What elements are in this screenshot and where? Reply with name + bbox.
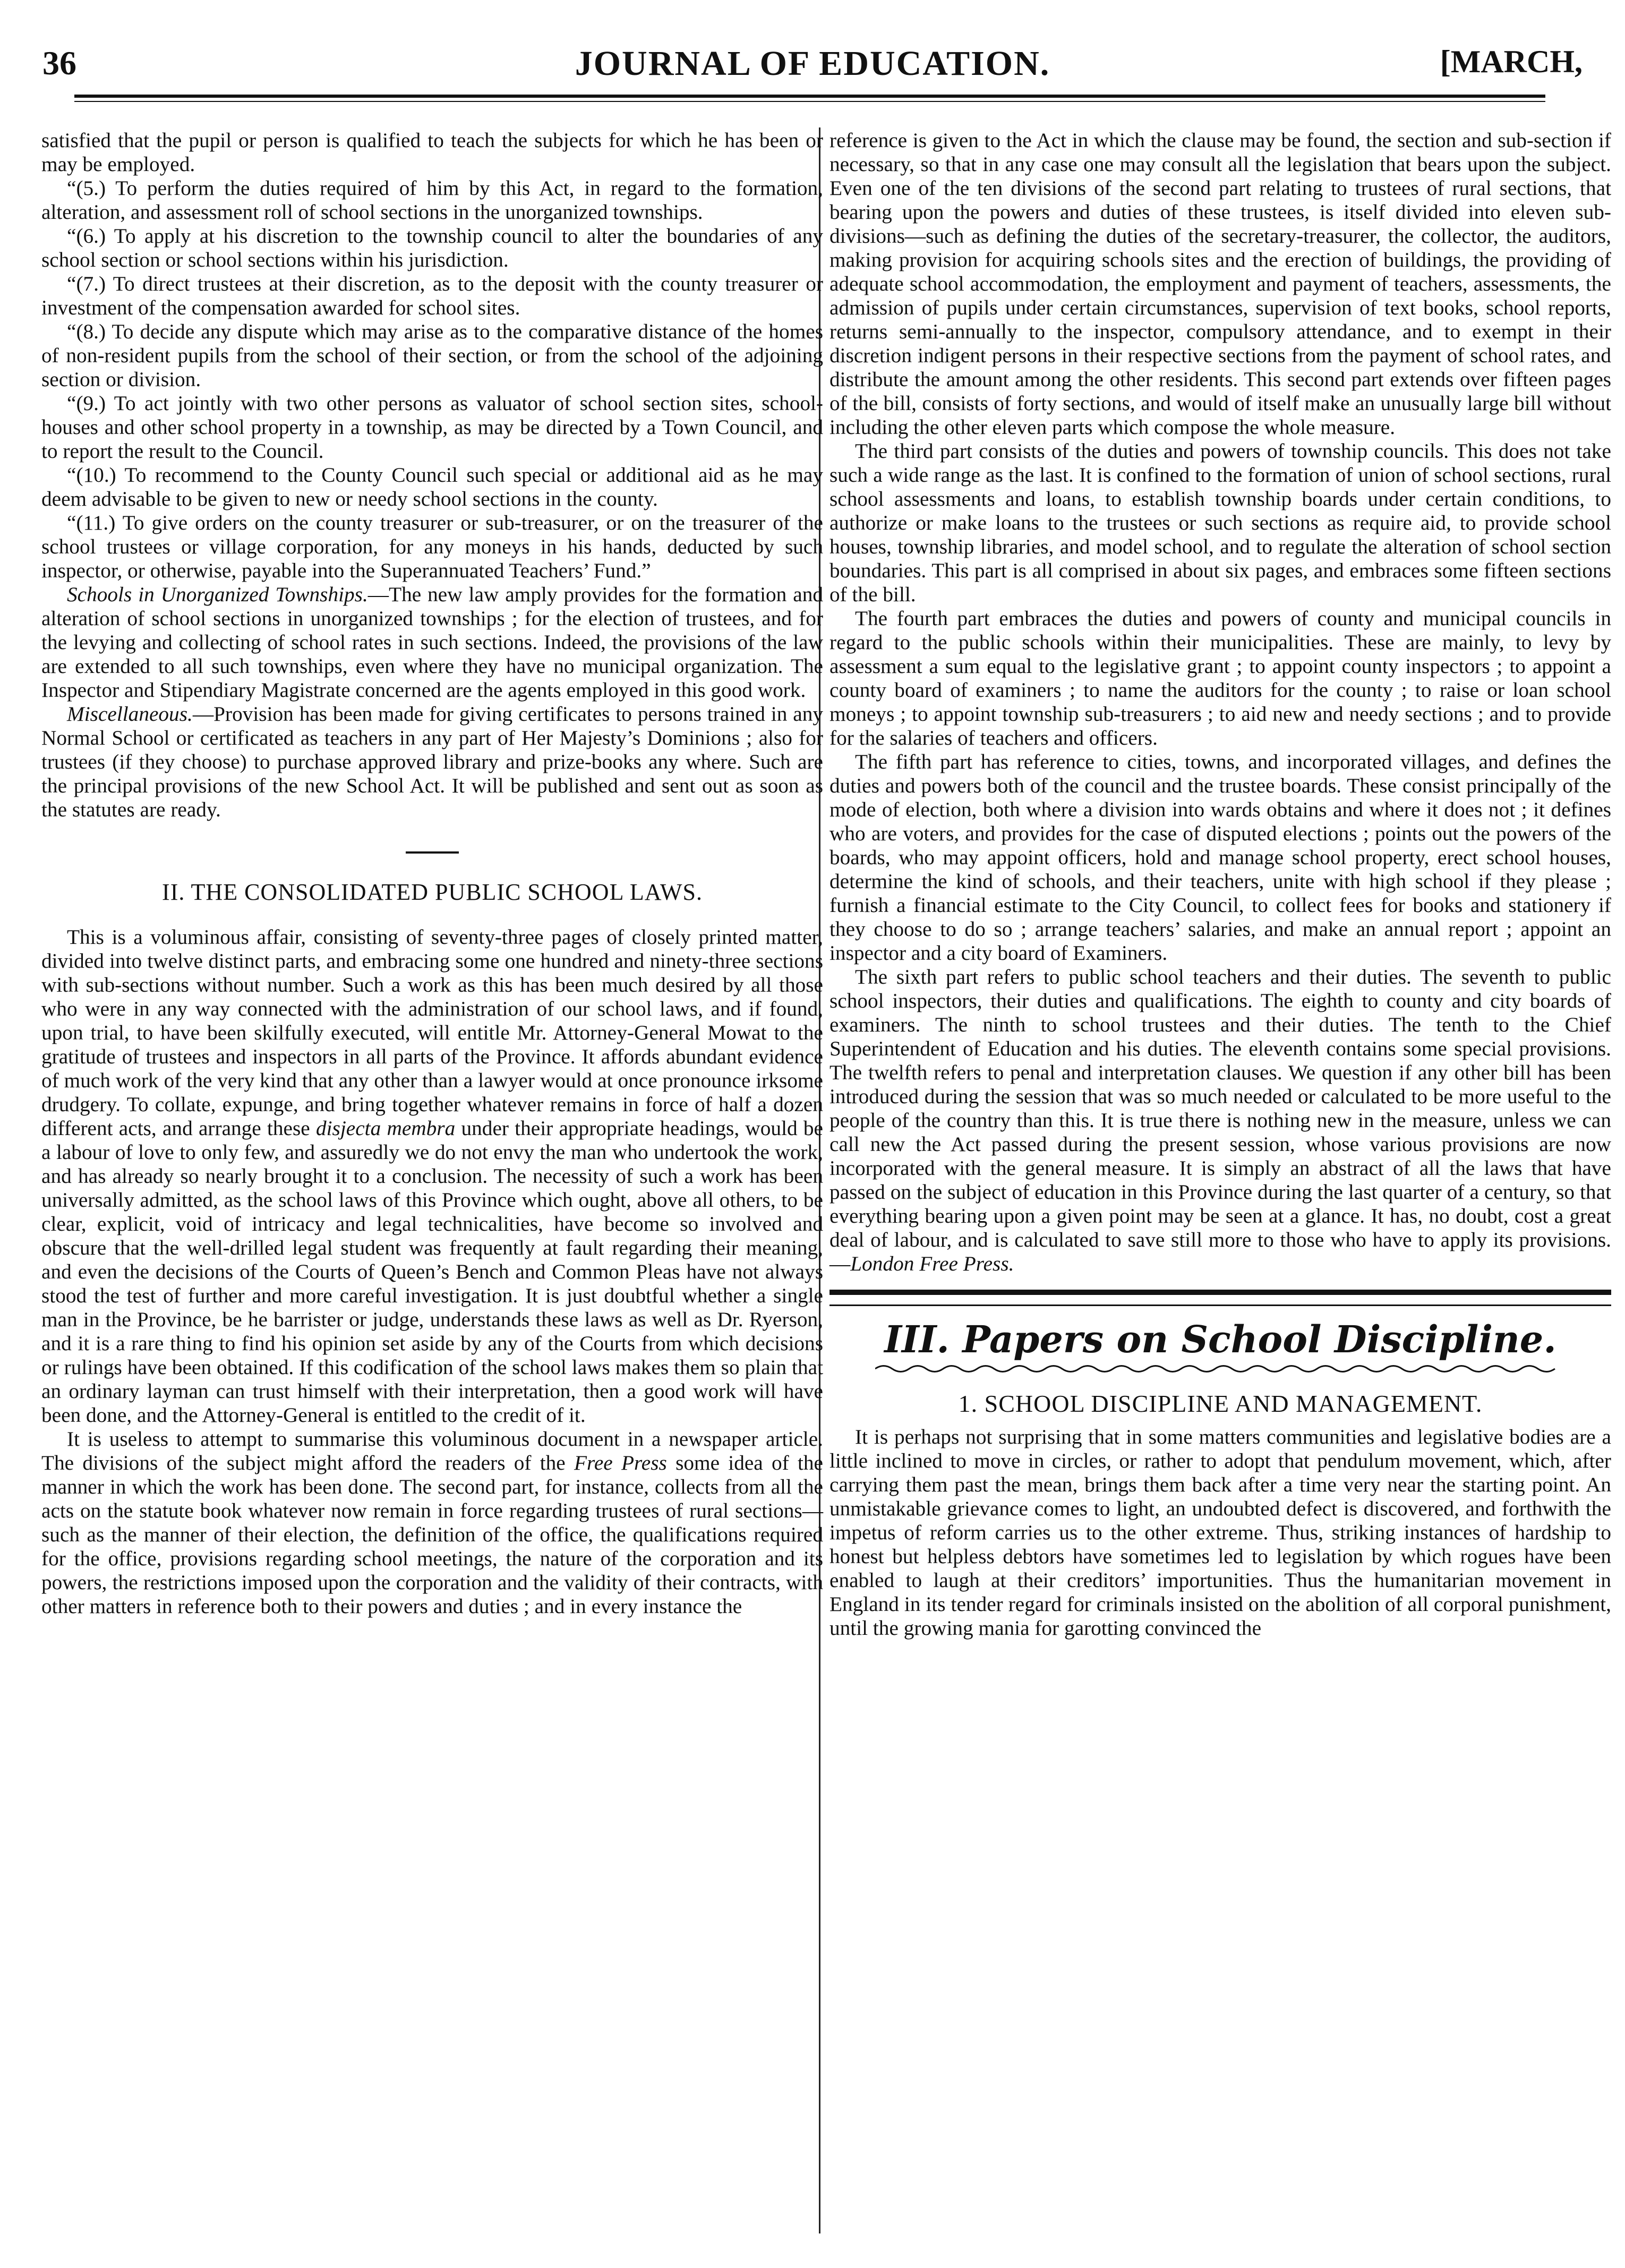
paragraph — [41, 925, 823, 1427]
italic-phrase: Free Press — [574, 1451, 667, 1474]
paragraph: “(7.) To direct trustees at their discretion, as to the deposit with the county treasurer or investment of the compensation awarded for school sites. — [41, 272, 823, 319]
source-citation: London Free Press. — [850, 1252, 1014, 1275]
left-column — [41, 129, 823, 1618]
paragraph: The fifth part has reference to cities, towns, and incorporated villages, and defines the duties and powers both of the council and the trustee boards. These consist principally of the mode of election, both where a division into wards obtains and where it does not ; it defines who are voters, and provides for the case of disputed elections ; points out the powers of the boards, who may appoint officers, hold and manage school property, erect school houses, determine the kind of schools, and their teachers, unite with high school if they please ; furnish a financial estimate to the City Council, to collect fees for books and stationery if they choose to do so ; arrange teachers’ salaries, and make an annual report ; appoint an inspector and a city board of Examiners. — [829, 750, 1611, 965]
header-rule — [74, 95, 1545, 106]
paragraph-text: It is useless to attempt to summarise this voluminous document in a newspaper article. The divisions of the subject might afford the readers of the — [41, 1427, 823, 1474]
paragraph — [41, 583, 823, 702]
paragraph: “(5.) To perform the duties required of him by this Act, in regard to the formation, alteration, and assessment roll of school sections in the unorganized townships. — [41, 176, 823, 224]
header-rule-thin — [74, 101, 1545, 102]
paragraph — [829, 965, 1611, 1276]
paragraph: “(11.) To give orders on the county treasurer or sub-treasurer, or on the treasurer of the school trustees or village corporation, for any moneys in his hands, deducted by such inspector, or otherwise, payable into the Superannuated Teachers’ Fund.” — [41, 511, 823, 582]
paragraph: The fourth part embraces the duties and powers of county and municipal councils in regard to the public schools within their municipalities. These are mainly, to levy by assessment a sum equal to the legislative grant ; to appoint county inspectors ; to appoint a county board of examiners ; to name the auditors for the county ; to raise or loan school moneys ; to appoint township sub-treasurers ; to aid new and needy sections ; and to provide for the salaries of teachers and officers. — [829, 607, 1611, 749]
paragraph-text: some idea of the manner in which the work has been done. The second part, for instance, collects from all the acts on the statute book whatever now remain in force regarding trustees of rural sections—such as the manner of their election, the definition of the office, the qualifications required for the office, provisions regarding school meetings, the nature of the corporation and its powers, the restrictions imposed upon the corporation and the validity of their contracts, with other matters in reference both to their powers and duties ; and in every instance the — [41, 1451, 823, 1618]
subsection-heading: 1. SCHOOL DISCIPLINE AND MANAGEMENT. — [958, 1390, 1483, 1417]
run-in-heading: Miscellaneous. — [67, 702, 193, 726]
paragraph — [41, 702, 823, 822]
section-heading: II. THE CONSOLIDATED PUBLIC SCHOOL LAWS. — [162, 879, 703, 905]
journal-title: JOURNAL OF EDUCATION. — [575, 44, 1050, 83]
paragraph — [41, 1427, 823, 1618]
run-in-heading: Schools in Unorganized Townships. — [67, 583, 368, 606]
section-heading-gothic — [829, 1317, 1611, 1361]
paragraph-text: —Provision has been made for giving certificates to persons trained in any Normal School or certificated as teachers in any part of Her Majesty’s Dominions ; also for trustees (if they choose) to purchase approved library and prize-books any where. Such are the principal provisions of the new School Act. It will be published and sent out as soon as the statutes are ready. — [41, 702, 823, 821]
paragraph: It is perhaps not surprising that in some matters communities and legislative bodies are a little inclined to move in circles, or rather to adopt that pendulum movement, which, after carrying them past the mean, brings them back after a time very near the starting point. An unmistakable grievance comes to light, an undoubted defect is discovered, and forthwith the impetus of reform carries us to the other extreme. Thus, striking instances of hardship to honest but helpless debtors have sometimes led to legislation by which rogues have been enabled to laugh at their creditors’ importunities. Thus the humanitarian movement in England in its tender regard for criminals insisted on the abolition of all corporal punishment, until the growing mania for garotting convinced the — [829, 1425, 1611, 1640]
paragraph: “(10.) To recommend to the County Council such special or additional aid as he may deem advisable to be given to new or needy school sections in the county. — [41, 463, 823, 510]
section-rule — [829, 1290, 1611, 1306]
section-separator — [406, 851, 459, 854]
paragraph: “(9.) To act jointly with two other persons as valuator of school section sites, school-houses and other school property in a township, as may be directed by a Town Council, and to report the result to the Council. — [41, 391, 823, 463]
paragraph: reference is given to the Act in which the clause may be found, the section and sub-section if necessary, so that in any case one may consult all the legislation that bears upon the subject. Even one of the ten divisions of the second part relating to trustees of rural sections, that bearing upon the powers and duties of these trustees, is itself divided into eleven sub-divisions—such as defining the duties of the secretary-treasurer, the collector, the auditors, making provision for acquiring schools sites and the erection of buildings, the providing of adequate school accommodation, the employment and payment of teachers, assessments, the admission of pupils under certain circumstances, supervision of text books, school reports, returns semi-annually to the inspector, compulsory attendance, and to exempt in their discretion indigent persons in their respective sections from the payment of school rates, and distribute the amount among the other residents. This second part extends over fifteen pages of the bill, consists of forty sections, and would of itself make an unusually large bill without including the other eleven parts which compose the whole measure. — [829, 129, 1611, 439]
paragraph: The third part consists of the duties and powers of township councils. This does not take such a wide range as the last. It is confined to the formation of union of school sections, rural school assessments and loans, to establish township boards under certain conditions, to authorize or make loans to the trustees or such sections as require aid, to provide school houses, township libraries, and model school, and to regulate the alteration of school section boundaries. This part is all comprised in about six pages, and embraces some fifteen sections of the bill. — [829, 439, 1611, 606]
paragraph-text: under their appropriate headings, would be a labour of love to only few, and assuredly we do not envy the man who undertook the work, and has already so nearly brought it to a conclusion. The necessity of such a work has been universally admitted, as the school laws of this Province which ought, above all others, to be clear, explicit, void of intricacy and legal technicalities, have become so involved and obscure that the well-drilled legal student was frequently at fault regarding their meaning, and even the decisions of the Courts of Queen’s Bench and Common Pleas have not always stood the test of further and more careful investigation. It is just doubtful whether a single man in the Province, be he barrister or judge, understands these laws as well as Dr. Ryerson, and it is a rare thing to find his opinion set aside by any of the Courts from which decisions or rulings have been obtained. If this codification of the school laws makes them so plain that an ordinary layman can trust himself with their interpretation, then a good work will have been done, and the Attorney-General is entitled to the credit of it. — [41, 1116, 823, 1427]
page-number: 36 — [42, 44, 76, 82]
paragraph: “(8.) To decide any dispute which may arise as to the comparative distance of the homes of non-resident pupils from the school of their section, or from the school of the adjoining section or division. — [41, 320, 823, 391]
header-rule-thick — [74, 95, 1545, 98]
italic-phrase: disjecta membra — [315, 1116, 456, 1140]
paragraph-text: The sixth part refers to public school teachers and their duties. The seventh to public school inspectors, their duties and qualifications. The eighth to county and city boards of examiners. The ninth to school trustees and their duties. The tenth to the Chief Superintendent of Education and his duties. The eleventh contains some special provisions. The twelfth refers to penal and interpretation clauses. We question if any other bill has been introduced during the session that was so much needed or calculated to be more useful to the people of the country than this. It is true there is nothing new in the measure, unless we can call new the Act passed during the present session, whose various provisions are now incorporated with the general measure. It is simply an abstract of all the laws that have passed on the subject of education in this Province during the last quarter of a century, so that everything bearing upon a given point may be seen at a glance. It has, no doubt, cost a great deal of labour, and is calculated to save still more to those who have to apply its provisions.— — [829, 965, 1611, 1275]
paragraph: satisfied that the pupil or person is qualified to teach the subjects for which he has been or may be employed. — [41, 129, 823, 176]
issue-month: [MARCH, — [1440, 44, 1583, 79]
paragraph-text: This is a voluminous affair, consisting of seventy-three pages of closely printed matter, divided into twelve distinct parts, and embracing some one hundred and ninety-three sections with sub-sections without number. Such a work as this has been much desired by all those who were in any way connected with the administration of our school laws, and if found, upon trial, to have been skilfully executed, will entitle Mr. Attorney-General Mowat to the gratitude of trustees and inspectors in all parts of the Province. It affords abundant evidence of much work of the very kind that any other than a lawyer would at once pronounce irksome drudgery. To collate, expunge, and bring together whatever remains in force of half a dozen different acts, and arrange these — [41, 925, 823, 1140]
paragraph: “(6.) To apply at his discretion to the township council to alter the boundaries of any school section or school sections within his jurisdiction. — [41, 224, 823, 271]
right-column — [829, 129, 1611, 1640]
running-head — [42, 44, 1583, 91]
paragraph-text: —The new law amply provides for the formation and alteration of school sections in unorganized townships ; for the election of trustees, and for the levying and collecting of school rates in such sections. Indeed, the provisions of the law are extended to all such townships, even where they have no municipal organization. The Inspector and Stipendiary Magistrate concerned are the agents employed in this good work. — [41, 583, 824, 702]
wavy-rule — [875, 1362, 1566, 1376]
section-heading-text: III. Papers on School Discipline. — [884, 1317, 1556, 1361]
